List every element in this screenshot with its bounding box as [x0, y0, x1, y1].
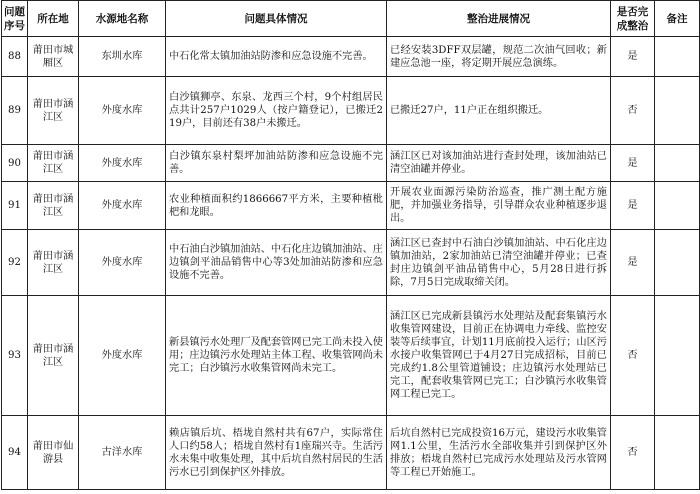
header-row [2, 1, 700, 37]
cell-issue: 白沙镇东泉村梨坪加油站防渗和应急设施不完善。 [166, 145, 387, 182]
cell-progress: 已经安装3DFF双层罐，规范二次油气回收；新建应急池一座，将定期开展应急演练。 [387, 37, 611, 77]
cell-region: 莆田市城厢区 [28, 37, 79, 77]
cell-region: 莆田市涵江区 [28, 296, 79, 416]
cell-source: 外度水库 [79, 230, 166, 296]
cell-source: 外度水库 [79, 145, 166, 182]
table-row [2, 145, 700, 182]
cell-progress: 已搬迁27户，11户正在组织搬迁。 [387, 77, 611, 145]
cell-source: 外度水库 [79, 77, 166, 145]
cell-seq: 91 [2, 182, 28, 230]
cell-seq: 94 [2, 416, 28, 490]
cell-note [655, 37, 700, 77]
table-row [2, 296, 700, 416]
cell-note [655, 230, 700, 296]
header-note: 备注 [655, 1, 700, 37]
cell-done: 是 [611, 37, 655, 77]
cell-note [655, 416, 700, 490]
cell-source: 古洋水库 [79, 416, 166, 490]
header-source: 水源地名称 [79, 1, 166, 37]
cell-note [655, 182, 700, 230]
cell-region: 莆田市涵江区 [28, 182, 79, 230]
cell-region: 莆田市仙游县 [28, 416, 79, 490]
header-issue: 问题具体情况 [166, 1, 387, 37]
cell-issue: 中石化常太镇加油站防渗和应急设施不完善。 [166, 37, 387, 77]
cell-done: 否 [611, 416, 655, 490]
cell-region: 莆田市涵江区 [28, 77, 79, 145]
cell-progress: 后坑自然村已完成投资16万元，建设污水收集管网1.1公里，生活污水全部收集并引到保护区外排放；梧垅自然村已完成污水处理站及污水管网等工程已开始施工。 [387, 416, 611, 490]
cell-source: 外度水库 [79, 182, 166, 230]
cell-issue: 中石油白沙镇加油站、中石化庄边镇加油站、庄边镇剑平油品销售中心等3处加油站防渗和应急设施不完善。 [166, 230, 387, 296]
cell-done: 是 [611, 182, 655, 230]
header-seq: 问题序号 [2, 1, 28, 37]
header-region: 所在地 [28, 1, 79, 37]
cell-note [655, 77, 700, 145]
cell-seq: 89 [2, 77, 28, 145]
cell-done: 是 [611, 230, 655, 296]
table-row [2, 37, 700, 77]
cell-region: 莆田市涵江区 [28, 230, 79, 296]
header-done: 是否完成整治 [611, 1, 655, 37]
cell-done: 是 [611, 145, 655, 182]
cell-region: 莆田市涵江区 [28, 145, 79, 182]
cell-issue: 农业种植面积约1866667平方米，主要种植枇杷和龙眼。 [166, 182, 387, 230]
rectification-table [1, 0, 700, 490]
table-row [2, 416, 700, 490]
cell-source: 东圳水库 [79, 37, 166, 77]
cell-issue: 赖店镇后坑、梧垅自然村共有67户，实际常住人口约58人；梧垅自然村有1座瑞兴寺。生活污水未集中收集处理，其中后坑自然村居民的生活污水已引到保护区外排放。 [166, 416, 387, 490]
cell-done: 否 [611, 296, 655, 416]
cell-progress: 涵江区已完成新县镇污水处理站及配套集镇污水收集管网建设，目前正在协调电力牵线、监控安装等后续事宜，计划11月底前投入运行；山区污水接户收集管网已于4月27日完成招标，目前已完成约1.8公里管道铺设；庄边镇污水处理站已完工，配套收集管网已完工；白沙镇污水收集管网工程已完工。 [387, 296, 611, 416]
cell-seq: 88 [2, 37, 28, 77]
cell-done: 否 [611, 77, 655, 145]
table-row [2, 230, 700, 296]
cell-seq: 93 [2, 296, 28, 416]
cell-progress: 涵江区已对该加油站进行查封处理，该加油站已清空油罐并停业。 [387, 145, 611, 182]
cell-progress: 开展农业面源污染防治巡查，推广测土配方施肥，并加强业务指导，引导群众农业种植逐步退出。 [387, 182, 611, 230]
cell-seq: 90 [2, 145, 28, 182]
cell-progress: 涵江区已查封中石油白沙镇加油站、中石化庄边镇加油站，2家加油站已清空油罐并停业；已查封庄边镇剑平油品销售中心，5月28日进行拆除，7月5日完成取缔关闭。 [387, 230, 611, 296]
cell-note [655, 145, 700, 182]
cell-source: 外度水库 [79, 296, 166, 416]
table-row [2, 182, 700, 230]
cell-issue: 新县镇污水处理厂及配套管网已完工尚未投入使用；庄边镇污水处理站主体工程、收集管网尚未完工；白沙镇污水收集管网尚未完工。 [166, 296, 387, 416]
cell-note [655, 296, 700, 416]
cell-seq: 92 [2, 230, 28, 296]
table-row [2, 77, 700, 145]
cell-issue: 白沙镇狮亭、东泉、龙西三个村，9个村组居民点共计257户1029人（按户籍登记），已搬迁219户，目前还有38户未搬迁。 [166, 77, 387, 145]
header-progress: 整治进展情况 [387, 1, 611, 37]
